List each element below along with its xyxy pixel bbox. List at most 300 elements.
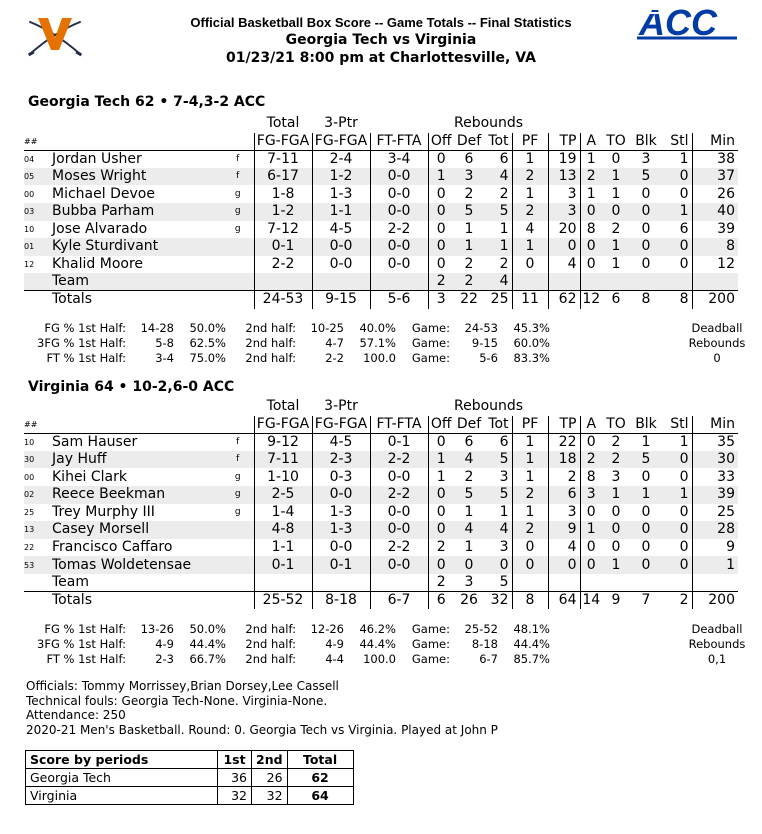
header-spacer (222, 133, 254, 151)
player-row (24, 468, 738, 486)
player-a: 1 (580, 150, 602, 168)
player-a: 0 (580, 256, 602, 274)
column-header-tot: Tot (484, 416, 512, 434)
player-a: 8 (580, 468, 602, 486)
pct-gl: Game: (411, 652, 450, 666)
pct-gl: Game: (411, 351, 450, 365)
pct-gp: 44.4% (513, 637, 550, 651)
player-name: Francisco Caffaro (52, 539, 173, 556)
header-spacer (630, 115, 662, 133)
player-fg3: 0-0 (312, 238, 370, 256)
player-pf: 2 (512, 203, 548, 221)
player-ft: 3-4 (370, 150, 428, 168)
totals-spacer (24, 291, 52, 309)
pct-h1: 14-28 (140, 321, 174, 335)
totals-def: 26 (454, 592, 484, 610)
player-tp: 0 (548, 238, 580, 256)
deadball-rebounds-home (676, 622, 758, 667)
column-header-name (52, 416, 222, 434)
player-name: Jose Alvarado (52, 220, 148, 237)
periods-team: Virginia (26, 787, 218, 805)
player-min: 37 (692, 168, 738, 186)
player-to: 1 (602, 556, 630, 574)
player-row (24, 185, 738, 203)
player-tot: 4 (484, 521, 512, 539)
player-off: 0 (428, 433, 454, 451)
player-num: 30 (24, 451, 52, 469)
periods-team: Georgia Tech (26, 769, 218, 787)
player-pos: g (222, 486, 254, 504)
player-tot: 3 (499, 539, 509, 556)
player-fg3: 0-0 (312, 539, 370, 557)
pct-h2p: 57.1% (359, 336, 396, 350)
player-pos: f (222, 168, 254, 186)
player-to: 1 (611, 256, 621, 273)
pct-gp: 60.0% (513, 336, 550, 350)
player-stl: 0 (679, 503, 689, 520)
pct-h2p: 44.4% (359, 637, 396, 651)
pct-gp: 45.3% (513, 321, 550, 335)
totals-fg: 24-53 (254, 291, 312, 309)
player-fg3: 1-3 (312, 185, 370, 203)
player-a: 2 (580, 168, 602, 186)
player-a: 1 (580, 521, 602, 539)
rebounds-label: Rebounds (688, 637, 746, 651)
player-min: 25 (692, 504, 738, 522)
header-spacer (370, 398, 428, 416)
player-fg3: 1-3 (312, 521, 370, 539)
player-ft: 0-0 (370, 256, 428, 274)
shooting-pct-row (24, 321, 550, 336)
pct-h1: 3-4 (155, 351, 174, 365)
player-stl (662, 273, 692, 291)
player-fg (254, 574, 312, 592)
technical-fouls: Technical fouls: Georgia Tech-None. Virginia-None. (26, 693, 328, 708)
matchup-title: Georgia Tech vs Virginia (285, 32, 477, 48)
totals-a: 12 (580, 291, 602, 309)
player-name: Jordan Usher (52, 150, 142, 167)
player-min: 39 (692, 486, 738, 504)
player-name: Team (52, 573, 90, 590)
player-ft: 0-0 (370, 238, 428, 256)
header-spacer (24, 398, 52, 416)
totals-min: 200 (692, 592, 738, 610)
player-stl: 0 (662, 238, 692, 256)
deadball-label: Deadball (691, 622, 743, 636)
game-datetime-place: 01/23/21 8:00 pm at Charlottesville, VA (226, 50, 536, 66)
player-off: 0 (428, 256, 454, 274)
periods-header-total: Total (287, 751, 353, 769)
attendance: Attendance: 250 (26, 708, 126, 723)
totals-tp: 62 (548, 291, 580, 309)
player-to: 0 (611, 539, 621, 556)
pct-gp: 48.1% (513, 622, 550, 636)
player-min: 40 (692, 203, 738, 221)
header-spacer (602, 398, 630, 416)
player-fg (254, 273, 312, 291)
header-spacer (692, 398, 738, 416)
player-tot: 5 (484, 486, 512, 504)
player-tp (548, 273, 580, 291)
player-stl: 1 (662, 203, 692, 221)
pct-gp: 83.3% (513, 351, 550, 365)
player-ft: 0-0 (370, 168, 428, 186)
pct-h1p: 50.0% (189, 321, 226, 335)
player-pf: 2 (512, 486, 548, 504)
box-score-table-home (24, 398, 738, 609)
player-tot: 6 (499, 433, 509, 450)
header-spacer (24, 115, 52, 133)
player-blk: 0 (641, 539, 651, 556)
player-fg: 7-12 (254, 221, 312, 239)
player-to: 2 (611, 220, 621, 237)
totals-stl: 8 (662, 291, 692, 309)
player-blk (630, 273, 662, 291)
player-tot: 5 (499, 573, 509, 590)
player-def: 5 (454, 486, 484, 504)
player-row (24, 556, 738, 574)
player-min: 12 (692, 256, 738, 274)
player-ft (370, 273, 428, 291)
player-row (24, 521, 738, 539)
player-min (692, 273, 738, 291)
player-def: 5 (454, 203, 484, 221)
totals-label: Totals (52, 291, 222, 309)
player-to (602, 273, 630, 291)
player-def: 1 (464, 539, 474, 556)
player-name: Khalid Moore (52, 256, 144, 273)
totals-stl: 2 (662, 592, 692, 610)
totals-row (24, 291, 738, 309)
periods-header-2nd: 2nd (252, 751, 288, 769)
player-blk: 5 (630, 451, 662, 469)
player-pos (222, 256, 254, 274)
totals-ft: 5-6 (370, 291, 428, 309)
game-info (26, 679, 498, 737)
player-blk: 0 (630, 203, 662, 221)
player-stl: 0 (679, 468, 689, 485)
player-def: 3 (464, 573, 474, 590)
player-def: 2 (464, 185, 474, 202)
totals-a: 14 (580, 592, 602, 610)
player-pf: 1 (512, 238, 548, 256)
periods-2nd: 32 (252, 787, 288, 805)
player-row (24, 203, 738, 221)
player-pos: g (234, 471, 241, 482)
player-to: 1 (611, 185, 621, 202)
column-header-fg3: FG-FGA (312, 133, 370, 151)
player-to: 0 (611, 503, 621, 520)
player-def: 1 (464, 503, 474, 520)
pct-h1p: 66.7% (189, 652, 226, 666)
column-header-min: Min (692, 133, 738, 151)
header-spacer (602, 115, 630, 133)
player-stl: 0 (679, 185, 689, 202)
player-num: 03 (24, 203, 52, 221)
header-total: Total (266, 115, 300, 132)
player-num: 00 (24, 189, 35, 199)
box-score-table-visitor (24, 115, 738, 309)
pct-h1: 5-8 (155, 336, 174, 350)
column-header-fg: FG-FGA (254, 416, 312, 434)
player-ft: 2-2 (370, 221, 428, 239)
player-pf: 1 (512, 433, 548, 451)
pct-h2p: 46.2% (359, 622, 396, 636)
column-header-fg3: FG-FGA (312, 416, 370, 434)
player-off: 0 (428, 203, 454, 221)
player-fg: 1-1 (254, 539, 312, 557)
player-off: 2 (428, 574, 454, 592)
player-def: 2 (464, 256, 474, 273)
team-heading-visitor: Georgia Tech 62 • 7-4,3-2 ACC (28, 94, 266, 110)
player-fg3 (312, 574, 370, 592)
player-blk: 3 (641, 150, 651, 167)
header-spacer (428, 398, 454, 416)
player-ft: 0-0 (370, 203, 428, 221)
player-pos (222, 556, 254, 574)
player-num: 12 (24, 260, 35, 270)
player-fg: 1-4 (254, 504, 312, 522)
player-blk: 5 (630, 168, 662, 186)
pct-h2p: 100.0 (363, 652, 396, 666)
player-row (24, 150, 738, 168)
player-name: Sam Hauser (52, 433, 138, 450)
player-blk: 0 (641, 256, 651, 273)
totals-pf: 11 (512, 291, 548, 309)
pct-g: 6-7 (479, 652, 498, 666)
totals-off: 3 (428, 291, 454, 309)
pct-h2: 2-2 (325, 351, 344, 365)
player-tp: 9 (548, 521, 580, 539)
pct-h2l: 2nd half: (245, 321, 296, 335)
pct-h2l: 2nd half: (245, 336, 296, 350)
player-num (24, 273, 52, 291)
header-spacer (370, 115, 428, 133)
column-header-num: ## (24, 133, 52, 151)
column-header-off: Off (428, 416, 454, 434)
player-blk: 0 (641, 220, 651, 237)
game-notes: 2020-21 Men's Basketball. Round: 0. Georgia Tech vs Virginia. Played at John P (26, 722, 498, 737)
player-def: 2 (454, 273, 484, 291)
player-off: 0 (428, 221, 454, 239)
player-min: 38 (692, 150, 738, 168)
shooting-pct-visitor (24, 321, 550, 366)
player-num: 02 (24, 486, 52, 504)
player-pos (222, 273, 254, 291)
player-min: 28 (692, 521, 738, 539)
player-min: 30 (692, 451, 738, 469)
player-stl: 0 (662, 556, 692, 574)
periods-header-1st: 1st (218, 751, 252, 769)
pct-h2: 4-9 (325, 637, 344, 651)
player-row (24, 451, 738, 469)
player-tot: 2 (499, 185, 509, 202)
pct-g: 25-52 (464, 622, 498, 636)
player-fg: 6-17 (254, 168, 312, 186)
player-fg3: 1-1 (312, 203, 370, 221)
pct-h2: 4-7 (325, 336, 344, 350)
player-a (580, 273, 602, 291)
player-blk (630, 574, 662, 592)
player-off: 0 (428, 238, 454, 256)
periods-total: 64 (287, 787, 353, 805)
totals-row (24, 592, 738, 610)
shooting-pct-home (24, 622, 550, 667)
pct-h2l: 2nd half: (245, 351, 296, 365)
player-tp: 3 (548, 203, 580, 221)
player-name: Kyle Sturdivant (52, 238, 222, 256)
periods-total: 62 (287, 769, 353, 787)
player-name: Team (52, 273, 222, 291)
periods-header-row (26, 751, 354, 769)
player-a: 0 (580, 203, 602, 221)
player-def: 6 (464, 150, 474, 167)
player-tp: 19 (548, 150, 580, 168)
player-a: 0 (580, 238, 602, 256)
totals-fg3: 8-18 (312, 592, 370, 610)
shooting-pct-row (24, 351, 550, 366)
totals-tot: 25 (484, 291, 512, 309)
player-pos (222, 574, 254, 592)
deadball-value: 0,1 (707, 652, 727, 666)
player-pos: f (222, 451, 254, 469)
player-tot: 2 (499, 256, 509, 273)
player-fg3: 2-3 (312, 451, 370, 469)
column-header-blk: Blk (630, 416, 662, 434)
player-row (24, 486, 738, 504)
player-pf: 0 (512, 556, 548, 574)
player-num: 04 (24, 154, 35, 164)
pct-gp: 85.7% (513, 652, 550, 666)
player-ft: 2-2 (370, 539, 428, 557)
header-spacer (662, 398, 692, 416)
player-a: 2 (580, 451, 602, 469)
pct-h2: 10-25 (310, 321, 344, 335)
player-ft: 0-0 (370, 521, 428, 539)
player-name: Kihei Clark (52, 468, 128, 485)
player-pf: 0 (512, 539, 548, 557)
column-header-row (24, 133, 738, 151)
pct-gl: Game: (411, 637, 450, 651)
pct-gl: Game: (411, 336, 450, 350)
column-header-num: ## (24, 416, 52, 434)
player-fg: 0-1 (254, 238, 312, 256)
player-to: 2 (602, 451, 630, 469)
column-header-to: TO (602, 133, 630, 151)
player-stl: 1 (679, 433, 689, 450)
player-pos (222, 539, 254, 557)
player-off: 0 (428, 504, 454, 522)
player-fg: 4-8 (254, 521, 312, 539)
header-spacer (630, 398, 662, 416)
player-ft: 0-0 (370, 185, 428, 203)
player-a: 3 (580, 486, 602, 504)
player-num: 00 (24, 472, 35, 482)
deadball-rebounds-visitor (676, 321, 758, 366)
totals-to: 6 (602, 291, 630, 309)
player-to: 0 (611, 150, 621, 167)
player-min (692, 574, 738, 592)
pct-h1p: 75.0% (189, 351, 226, 365)
periods-2nd: 26 (252, 769, 288, 787)
player-num: 10 (24, 437, 35, 447)
player-row (24, 256, 738, 274)
pct-h2: 12-26 (310, 622, 344, 636)
player-def: 1 (464, 220, 474, 237)
column-header-row (24, 416, 738, 434)
shooting-pct-row (24, 652, 550, 667)
player-row (24, 433, 738, 451)
pct-h1p: 62.5% (189, 336, 226, 350)
player-to: 1 (602, 238, 630, 256)
player-fg3: 4-5 (312, 221, 370, 239)
player-stl: 1 (662, 486, 692, 504)
officials: Officials: Tommy Morrissey,Brian Dorsey,Lee Cassell (26, 679, 339, 693)
player-pf: 2 (512, 521, 548, 539)
header-spacer (580, 398, 602, 416)
player-ft: 0-0 (370, 468, 428, 486)
player-tot: 4 (484, 168, 512, 186)
totals-blk: 8 (630, 291, 662, 309)
player-min: 8 (692, 238, 738, 256)
column-header-pf: PF (512, 416, 548, 434)
player-off: 2 (428, 539, 454, 557)
column-header-stl: Stl (662, 416, 692, 434)
player-pf: 1 (512, 185, 548, 203)
player-fg3: 0-0 (312, 486, 370, 504)
player-off: 1 (428, 468, 454, 486)
header-rebounds: Rebounds (454, 398, 524, 415)
pct-h2l: 2nd half: (245, 637, 296, 651)
player-pos: g (234, 188, 241, 199)
shooting-pct-row (24, 637, 550, 652)
pct-g: 5-6 (479, 351, 498, 365)
player-pf (512, 574, 548, 592)
player-a: 0 (580, 556, 602, 574)
player-a: 0 (580, 504, 602, 522)
team-heading-home: Virginia 64 • 10-2,6-0 ACC (28, 379, 235, 395)
player-name: Reece Beekman (52, 486, 222, 504)
player-row (24, 504, 738, 522)
player-tp: 3 (548, 185, 580, 203)
player-to: 2 (611, 433, 621, 450)
player-row (24, 168, 738, 186)
totals-def: 22 (454, 291, 484, 309)
player-pf (512, 273, 548, 291)
player-ft: 0-0 (370, 504, 428, 522)
column-header-min: Min (692, 416, 738, 434)
player-off: 0 (428, 486, 454, 504)
player-num: 25 (24, 507, 35, 517)
player-tot: 0 (484, 556, 512, 574)
player-fg3: 0-3 (312, 468, 370, 486)
totals-blk: 7 (630, 592, 662, 610)
header-spacer (548, 115, 580, 133)
column-header-def: Def (454, 416, 484, 434)
player-pf: 1 (512, 451, 548, 469)
column-header-to: TO (602, 416, 630, 434)
header-spacer (548, 398, 580, 416)
player-pos (222, 521, 254, 539)
totals-min: 200 (692, 291, 738, 309)
pct-h1p: 44.4% (189, 637, 226, 651)
column-header-pf: PF (512, 133, 548, 151)
report-header (0, 14, 762, 67)
player-tp: 2 (548, 468, 580, 486)
player-blk: 1 (641, 433, 651, 450)
pct-label: FG % 1st Half: (44, 622, 126, 636)
report-title: Official Basketball Box Score -- Game Totals -- Final Statistics (190, 15, 572, 30)
